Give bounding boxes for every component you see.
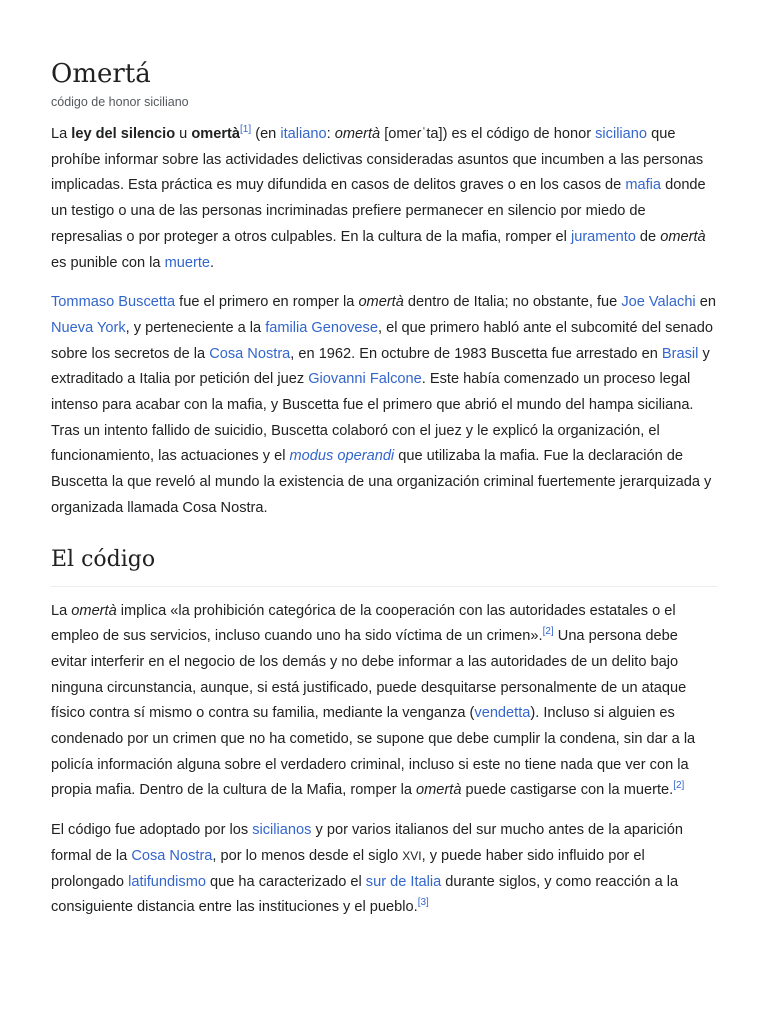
text: . xyxy=(210,254,215,271)
reference-link-1[interactable]: [1] xyxy=(240,124,252,135)
text: , en 1962. En octubre de 1983 Buscetta fue arrestado en xyxy=(290,345,662,362)
link-modus-operandi[interactable]: modus operandi xyxy=(289,448,395,465)
century-numeral: XVI xyxy=(402,848,422,863)
link-cosa-nostra[interactable]: Cosa Nostra xyxy=(209,345,291,362)
link-familia-genovese[interactable]: familia Genovese xyxy=(265,319,378,336)
italic-omerta: omertà xyxy=(660,228,706,245)
link-cosa-nostra[interactable]: Cosa Nostra xyxy=(131,847,213,864)
text: , el que primero habló ante el subcomité del senado sobre los secretos de la xyxy=(51,319,714,362)
text: implica «la prohibición categórica de la cooperación con las autoridades estatales o el empleo de sus servicios, incluso cuando uno ha sido víctima de un crimen». xyxy=(51,602,676,645)
text: y por varios italianos del sur mucho antes de la aparición formal de la xyxy=(51,822,683,864)
text: . Este había comenzado un proceso legal intenso para acabar con la mafia, y Buscetta fue el primero que abrió el mundo del hampa siciliana. Tras un intento fallido de suicidio, Buscetta colaboró con el juez y le explicó la organización, el funcionamiento, las actuaciones y el xyxy=(51,371,694,465)
adoption-paragraph xyxy=(51,818,717,921)
intro-paragraph xyxy=(51,122,717,276)
bold-term-ley-del-silencio: ley del silencio xyxy=(71,126,176,142)
text: [omeɾˈta]) es el código de honor xyxy=(380,126,596,142)
text: , por lo menos desde el siglo xyxy=(212,847,403,864)
text: dentro de Italia; no obstante, fue xyxy=(403,294,622,311)
text: La xyxy=(51,126,72,142)
page-subtitle: código de honor siciliano xyxy=(51,95,189,109)
link-giovanni-falcone[interactable]: Giovanni Falcone xyxy=(308,371,422,388)
text: Una persona debe evitar interferir en el negocio de los demás y no debe informar a las autoridades de un delito bajo ninguna circunstancia, aunque, si está justificado, puede desquitarse personalmente de un ataque físico contra sí mismo o contra su familia, mediante la venganza ( xyxy=(51,628,687,722)
link-nueva-york[interactable]: Nueva York xyxy=(51,319,126,336)
link-brasil[interactable]: Brasil xyxy=(661,345,699,362)
codigo-paragraph xyxy=(51,599,717,805)
reference-link-2[interactable]: [2] xyxy=(542,626,554,638)
text: que ha caracterizado el xyxy=(205,873,366,890)
text: y extraditado a Italia por petición del juez xyxy=(51,345,710,388)
text: es punible con la xyxy=(51,254,165,271)
text: La xyxy=(51,602,72,619)
italic-omerta: omertà xyxy=(416,782,462,799)
text: en xyxy=(695,294,716,311)
text: El código fue adoptado por los xyxy=(51,822,253,839)
text: donde un testigo o una de las personas incriminadas prefiere permanecer en silencio por miedo de represalias o por proteger a otros culpables. En la cultura de la mafia, romper el xyxy=(51,177,706,245)
link-joe-valachi[interactable]: Joe Valachi xyxy=(621,294,696,311)
buscetta-paragraph xyxy=(51,290,717,521)
text: (en xyxy=(251,126,281,142)
text: que prohíbe informar sobre las actividades delictivas consideradas asuntos que incumben a las personas implicadas. Esta práctica es muy difundida en casos de delitos graves o en los casos de xyxy=(51,126,704,194)
text: ). Incluso si alguien es condenado por un crimen que no ha cometido, se supone que debe cumplir la condena, sin dar a la policía información alguna sobre el verdadero criminal, incluso si este no tiene nada que ver con la propia mafia. Dentro de la cultura de la Mafia, romper la xyxy=(51,705,696,799)
reference-link-2[interactable]: [2] xyxy=(673,780,685,792)
text: que utilizaba la mafia. Fue la declaración de Buscetta la que reveló al mundo la existencia de una organización criminal fuertemente jerarquizada y organizada llamada Cosa Nostra. xyxy=(51,448,712,516)
page-title: Omertá xyxy=(51,59,151,89)
text: de xyxy=(635,228,661,245)
italic-omerta: omertà xyxy=(334,126,381,142)
text: puede castigarse con la muerte. xyxy=(461,782,674,799)
link-latifundismo[interactable]: latifundismo xyxy=(128,873,206,890)
link-sicilianos[interactable]: sicilianos xyxy=(252,822,312,839)
text: , y puede haber sido influido por el prolongado xyxy=(51,847,645,890)
link-mafia[interactable]: mafia xyxy=(625,177,662,194)
italic-omerta: omertà xyxy=(71,602,117,619)
bold-term-omerta: omertà xyxy=(191,126,241,142)
link-juramento[interactable]: juramento xyxy=(570,228,636,245)
text: fue el primero en romper la xyxy=(175,294,359,311)
link-sur-de-italia[interactable]: sur de Italia xyxy=(365,873,442,890)
link-tommaso-buscetta[interactable]: Tommaso Buscetta xyxy=(51,294,176,311)
text: : xyxy=(326,126,335,142)
text: durante siglos, y como reacción a la consiguiente distancia entre las instituciones y el pueblo. xyxy=(51,873,679,916)
reference-link-3[interactable]: [3] xyxy=(417,897,429,909)
link-italiano[interactable]: italiano xyxy=(280,126,327,142)
italic-omerta: omertà xyxy=(358,294,404,311)
text: u xyxy=(175,126,192,142)
link-muerte[interactable]: muerte xyxy=(164,254,211,271)
link-vendetta[interactable]: vendetta xyxy=(474,705,531,722)
text: , y perteneciente a la xyxy=(125,319,266,336)
section-heading-el-codigo: El código xyxy=(51,544,717,587)
link-siciliano[interactable]: siciliano xyxy=(595,126,648,142)
